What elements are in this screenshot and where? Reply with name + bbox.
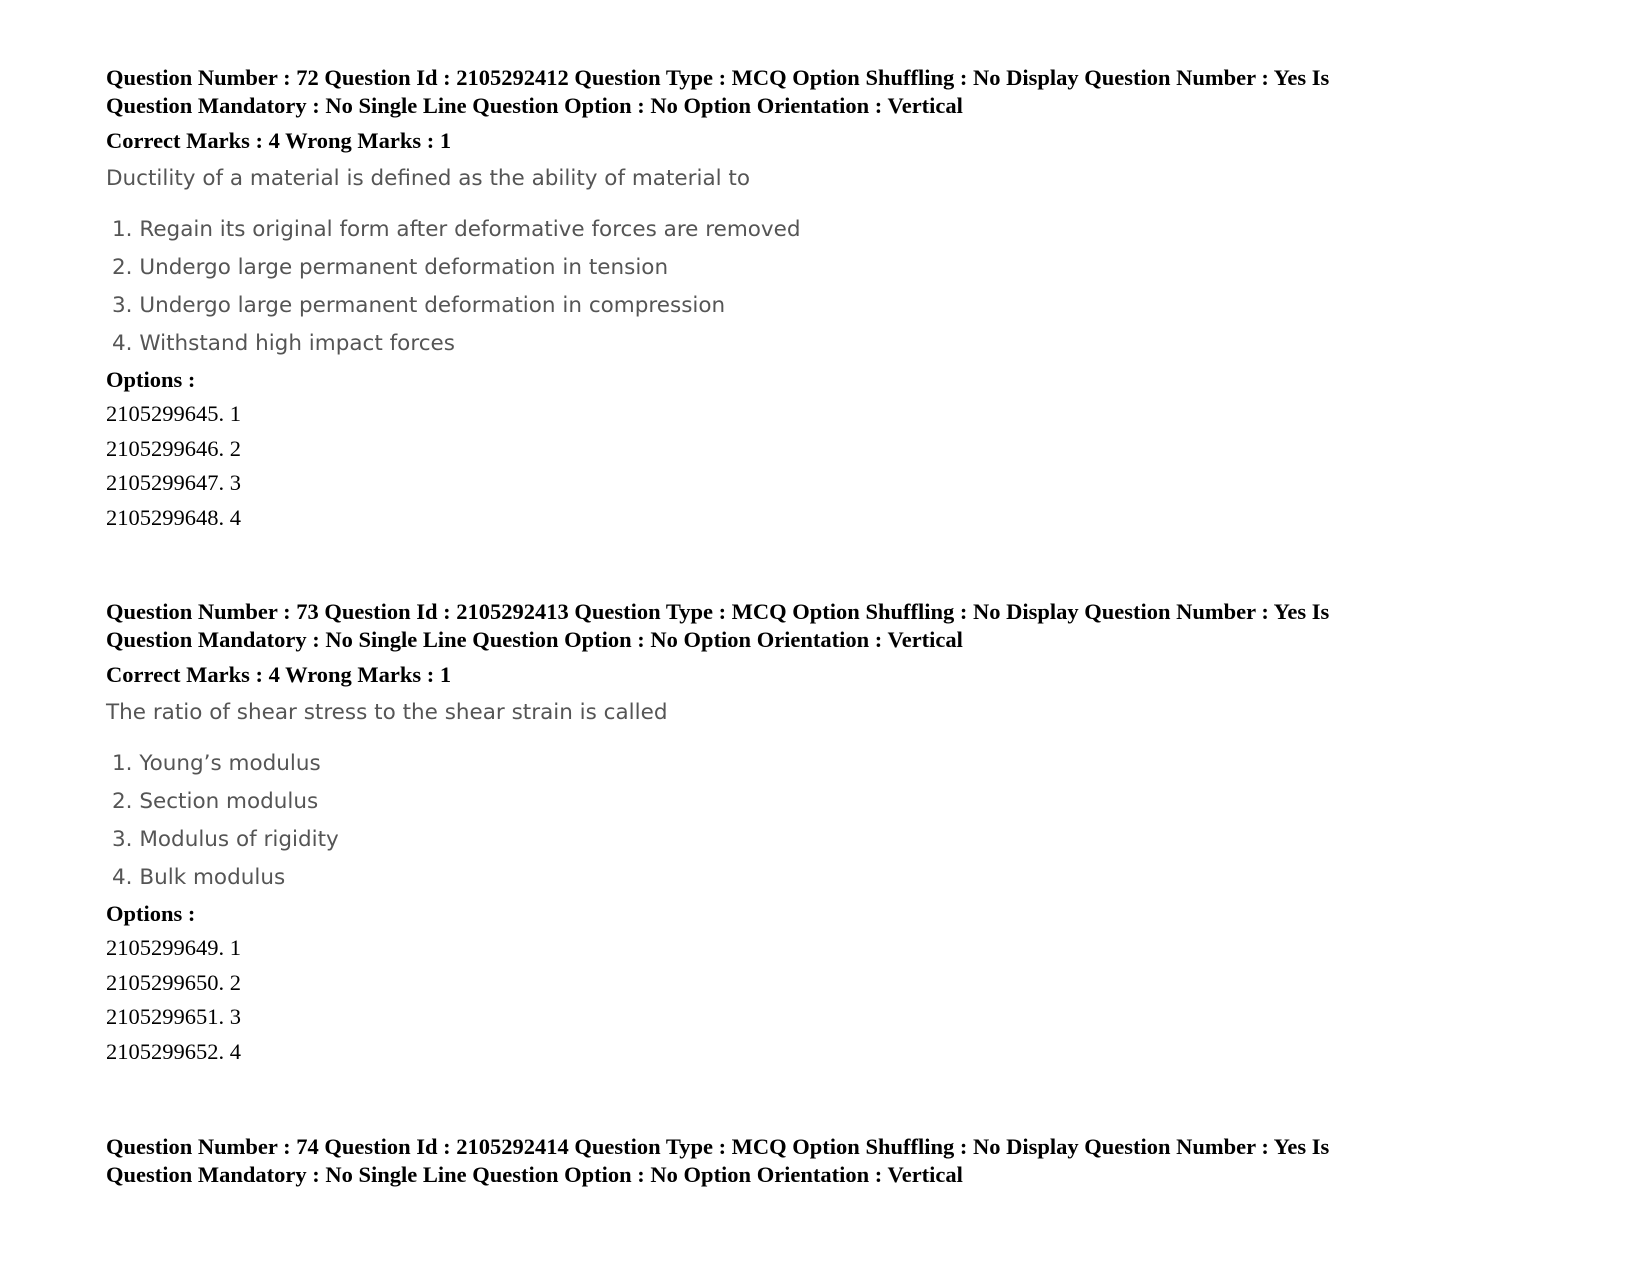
question-stem: Ductility of a material is defined as the ability of material to [106, 166, 751, 191]
question-block-74 [106, 1133, 1546, 1189]
question-meta-line-2: Question Mandatory : No Single Line Question Option : No Option Orientation : Vertical [106, 93, 963, 118]
question-marks: Correct Marks : 4 Wrong Marks : 1 [106, 662, 452, 687]
question-meta-line-1: Question Number : 74 Question Id : 2105292414 Question Type : MCQ Option Shuffling : No Display Question Number : Yes Is [106, 1134, 1330, 1159]
option-id-row: 2105299649. 1 [106, 935, 241, 960]
answer-choice: 3. Undergo large permanent deformation in compression [112, 293, 726, 318]
question-marks: Correct Marks : 4 Wrong Marks : 1 [106, 128, 452, 153]
option-id-row: 2105299645. 1 [106, 401, 241, 426]
answer-choice: 4. Withstand high impact forces [112, 331, 455, 356]
option-id-list [106, 931, 1546, 1069]
answer-choices [106, 211, 1546, 363]
option-id-row: 2105299652. 4 [106, 1038, 241, 1064]
question-block-72 [106, 64, 1546, 535]
question-meta-line-2: Question Mandatory : No Single Line Question Option : No Option Orientation : Vertical [106, 627, 963, 652]
option-id-row: 2105299648. 4 [106, 504, 241, 530]
options-label: Options : [106, 901, 196, 926]
question-stem: The ratio of shear stress to the shear strain is called [106, 700, 668, 725]
answer-choices [106, 745, 1546, 897]
answer-choice: 2. Undergo large permanent deformation in tension [112, 255, 669, 280]
question-meta [106, 1133, 1546, 1189]
answer-choice: 2. Section modulus [112, 789, 319, 814]
question-meta-line-2: Question Mandatory : No Single Line Question Option : No Option Orientation : Vertical [106, 1162, 963, 1187]
question-block-73 [106, 598, 1546, 1069]
options-label: Options : [106, 367, 196, 392]
answer-choice: 4. Bulk modulus [112, 865, 286, 890]
answer-choice: 1. Regain its original form after deformative forces are removed [112, 217, 801, 242]
option-id-row: 2105299646. 2 [106, 435, 241, 461]
option-id-row: 2105299647. 3 [106, 470, 241, 495]
question-meta [106, 64, 1546, 120]
question-meta [106, 598, 1546, 654]
option-id-row: 2105299651. 3 [106, 1004, 241, 1029]
answer-choice: 3. Modulus of rigidity [112, 827, 339, 852]
option-id-row: 2105299650. 2 [106, 969, 241, 995]
question-meta-line-1: Question Number : 72 Question Id : 2105292412 Question Type : MCQ Option Shuffling : No Display Question Number : Yes Is [106, 65, 1330, 90]
option-id-list [106, 397, 1546, 535]
answer-choice: 1. Young’s modulus [112, 751, 321, 776]
question-meta-line-1: Question Number : 73 Question Id : 2105292413 Question Type : MCQ Option Shuffling : No Display Question Number : Yes Is [106, 599, 1330, 624]
